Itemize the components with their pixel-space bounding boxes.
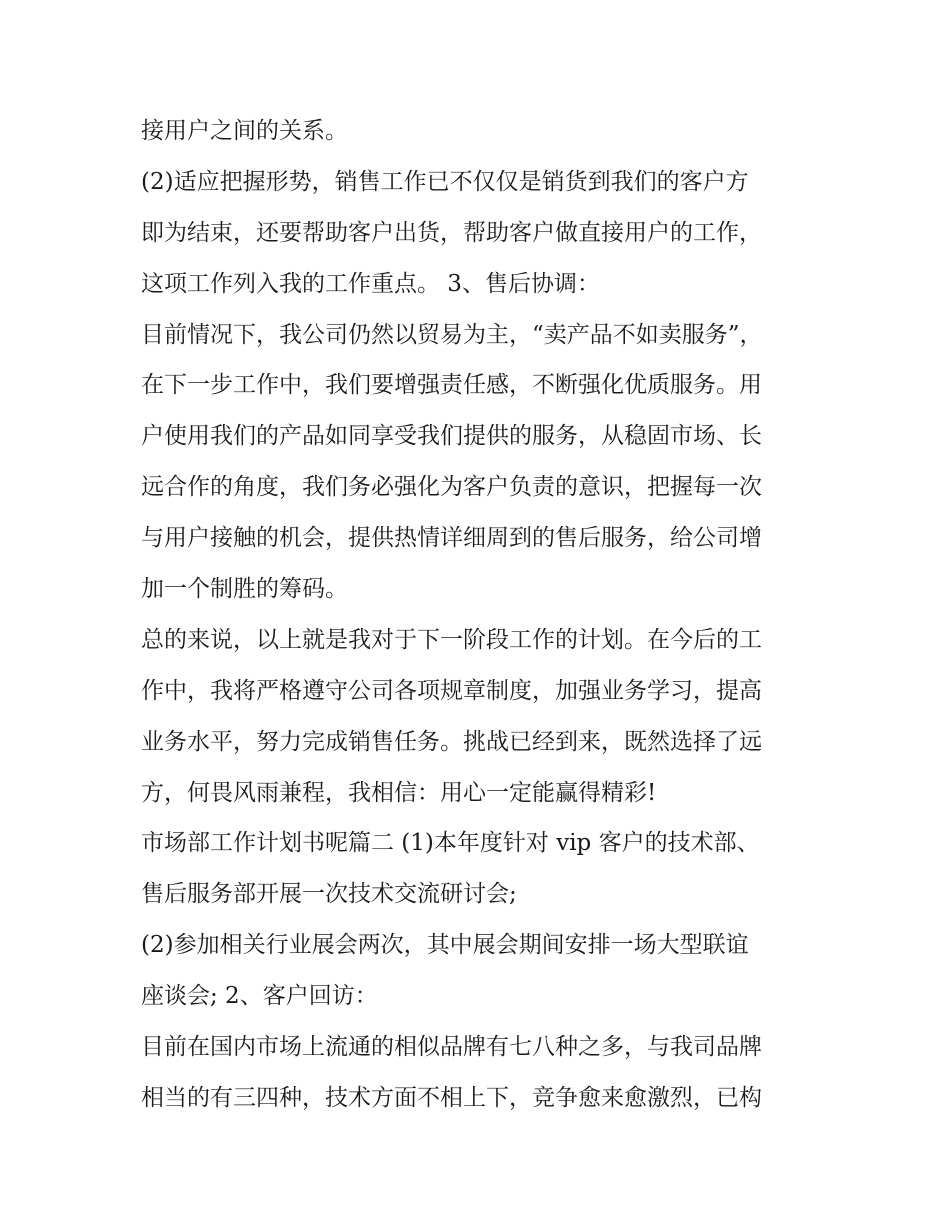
text-line: 这项工作列入我的工作重点。 3、售后协调： — [141, 270, 600, 297]
text-line: 目前情况下，我公司仍然以贸易为主，“卖产品不如卖服务”， — [141, 321, 763, 348]
text-line: 加一个制胜的筹码。 — [141, 576, 348, 603]
text-line: 接用户之间的关系。 — [141, 118, 348, 144]
text-line: 远合作的角度，我们务必强化为客户负责的意识，把握每一次 — [141, 474, 762, 501]
text-line: 即为结束，还要帮助客户出货，帮助客户做直接用户的工作， — [141, 219, 762, 246]
text-line: 相当的有三四种，技术方面不相上下，竞争愈来愈激烈，已构 — [141, 1084, 762, 1111]
text-line: 户使用我们的产品如同享受我们提供的服务，从稳固市场、长 — [141, 423, 762, 450]
text-line: 座谈会; 2、客户回访： — [141, 983, 378, 1010]
text-line: (2)参加相关行业展会两次，其中展会期间安排一场大型联谊 — [141, 932, 749, 959]
text-line: 方，何畏风雨兼程，我相信：用心一定能赢得精彩! — [141, 779, 657, 806]
text-line: 与用户接触的机会，提供热情详细周到的售后服务，给公司增 — [141, 525, 762, 552]
text-line: 作中，我将严格遵守公司各项规章制度，加强业务学习，提高 — [141, 677, 762, 704]
text-line: 市场部工作计划书呢篇二 (1)本年度针对 vip 客户的技术部、 — [141, 830, 760, 857]
text-line: 售后服务部开展一次技术交流研讨会; — [141, 881, 517, 908]
body-text — [141, 106, 831, 1124]
text-line: (2)适应把握形势，销售工作已不仅仅是销货到我们的客户方 — [141, 168, 749, 195]
text-line: 在下一步工作中，我们要增强责任感，不断强化优质服务。用 — [141, 372, 762, 399]
text-line: 总的来说，以上就是我对于下一阶段工作的计划。在今后的工 — [141, 626, 762, 653]
text-line: 业务水平，努力完成销售任务。挑战已经到来，既然选择了远 — [141, 728, 762, 755]
text-line: 目前在国内市场上流通的相似品牌有七八种之多，与我司品牌 — [141, 1034, 762, 1061]
